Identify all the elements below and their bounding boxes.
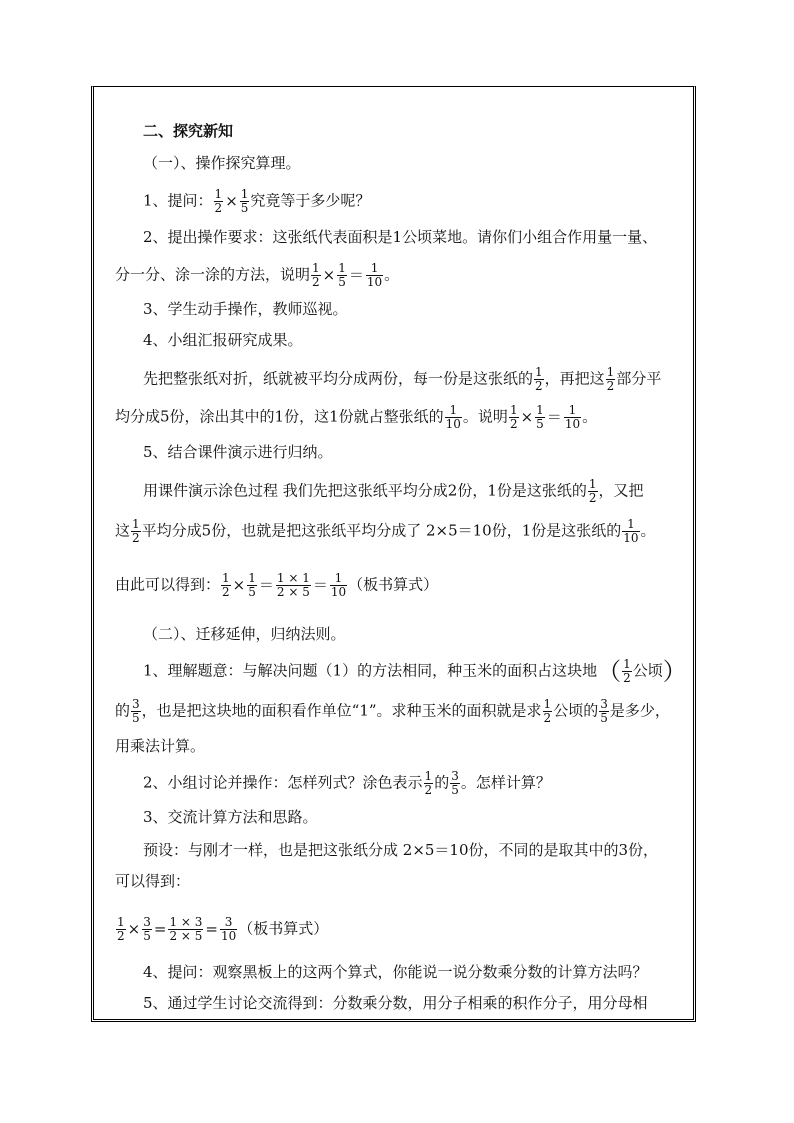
fraction xyxy=(564,404,581,431)
fraction xyxy=(116,916,126,943)
math-operator: ＝ xyxy=(258,575,274,594)
fraction xyxy=(599,698,609,725)
fraction xyxy=(424,770,434,797)
fraction xyxy=(606,366,616,393)
numerator: 1 xyxy=(424,769,433,783)
subsection-heading-1: （一）、操作探究算理。 xyxy=(143,154,301,172)
text-run: 1、提问： xyxy=(143,191,213,210)
s2-question-1-line-1 xyxy=(115,658,713,685)
fraction xyxy=(214,188,224,215)
numerator: 1 xyxy=(588,477,597,491)
numerator: 1 xyxy=(214,187,223,201)
fraction xyxy=(535,404,545,431)
numerator: 3 xyxy=(451,769,459,783)
s2-question-5: 5、通过学生讨论交流得到：分数乘分数，用分子相乘的积作分子，用分母相 xyxy=(143,994,648,1012)
math-operator: = xyxy=(205,919,218,938)
math-operator: ＝ xyxy=(546,407,562,426)
text-run: 均分成5份，涂出其中的1份，这1份就占整张纸的 xyxy=(115,407,444,426)
fraction xyxy=(142,916,152,943)
numerator: 1 xyxy=(132,517,140,531)
s2-question-2 xyxy=(115,770,713,797)
fraction xyxy=(622,518,639,545)
text-run: 。 xyxy=(640,521,656,540)
math-operator: × xyxy=(225,191,238,210)
denominator: 2 xyxy=(535,379,543,393)
math-operator: × xyxy=(232,575,246,594)
denominator: 5 xyxy=(248,585,256,599)
fraction xyxy=(622,658,632,685)
fraction xyxy=(450,770,460,797)
s2-question-1-line-2 xyxy=(115,698,685,725)
denominator: 10 xyxy=(445,417,461,431)
text-run: ，又把 xyxy=(598,481,644,500)
s2-question-3: 3、交流计算方法和思路。 xyxy=(143,808,318,826)
text-run: 究竟等于多少呢？ xyxy=(250,191,371,210)
math-operator: ＝ xyxy=(312,575,328,594)
text-run: 部分平 xyxy=(616,369,662,388)
text-run: 。怎样计算？ xyxy=(460,773,551,792)
math-operator: × xyxy=(520,407,534,426)
fraction xyxy=(534,366,544,393)
text-run: 公顷 xyxy=(632,661,663,680)
question-2-line-2 xyxy=(115,262,685,289)
formula-2 xyxy=(115,916,685,943)
text-run: 由此可以得到： xyxy=(115,575,221,594)
paragraph-2-line-2 xyxy=(115,518,685,545)
fraction xyxy=(247,572,257,599)
math-operator: × xyxy=(127,919,141,938)
numerator: 3 xyxy=(143,915,151,929)
text-run: 。说明 xyxy=(462,407,508,426)
paragraph-1-line-1 xyxy=(115,366,713,393)
s2-question-1-line-3: 用乘法计算。 xyxy=(115,737,206,755)
denominator: 2 xyxy=(214,201,223,215)
numerator: 1 xyxy=(117,915,125,929)
text-run: 的 xyxy=(434,773,450,792)
text-run: 是多少， xyxy=(609,701,670,720)
denominator: 10 xyxy=(220,929,237,943)
text-run: ，再把这 xyxy=(544,369,605,388)
text-run: 的 xyxy=(115,701,131,720)
question-1 xyxy=(115,188,713,215)
numerator: 1 xyxy=(366,262,383,276)
denominator: 2 xyxy=(132,531,140,545)
denominator: 2 xyxy=(606,379,615,393)
denominator: 2 xyxy=(117,929,125,943)
denominator: 2 xyxy=(424,783,433,797)
numerator: 1 × 1 xyxy=(276,571,310,585)
numerator: 1 xyxy=(606,365,615,379)
math-operator: × xyxy=(322,265,336,284)
numerator: 1 × 3 xyxy=(169,915,203,929)
numerator: 1 xyxy=(445,404,462,418)
denominator: 2 xyxy=(312,275,320,289)
text-run: （板书算式） xyxy=(348,575,439,594)
denominator: 5 xyxy=(338,275,346,289)
text-run: 分一分、涂一涂的方法，说明 xyxy=(115,265,311,284)
s2-question-4: 4、提问：观察黑板上的这两个算式，你能说一说分数乘分数的计算方法吗？ xyxy=(143,963,648,981)
text-run: 先把整张纸对折，纸就被平均分成两份，每一份是这张纸的 xyxy=(143,369,534,388)
fraction xyxy=(311,262,321,289)
numerator: 1 xyxy=(622,518,639,532)
fraction xyxy=(509,404,519,431)
denominator: 2 xyxy=(543,711,552,725)
denominator: 2 xyxy=(623,671,631,685)
fraction xyxy=(131,698,141,725)
text-run: 用课件演示涂色过程 我们先把这张纸平均分成2份，1份是这张纸的 xyxy=(143,481,587,500)
denominator: 5 xyxy=(240,201,249,215)
math-operator: ＝ xyxy=(348,265,364,284)
denominator: 2 × 5 xyxy=(169,929,203,943)
s2-paragraph-line-2: 可以得到： xyxy=(115,872,191,890)
denominator: 2 xyxy=(588,491,597,505)
fraction xyxy=(168,916,203,943)
denominator: 5 xyxy=(600,711,608,725)
text-run: 1、理解题意：与解决问题（1）的方法相同，种玉米的面积占这块地 xyxy=(143,661,598,680)
question-2-line-1: 2、提出操作要求：这张纸代表面积是1公顷菜地。请你们小组合作用量一量、 xyxy=(143,228,658,246)
numerator: 1 xyxy=(543,697,552,711)
denominator: 5 xyxy=(536,417,544,431)
numerator: 3 xyxy=(600,697,608,711)
question-4: 4、小组汇报研究成果。 xyxy=(143,331,303,349)
numerator: 1 xyxy=(338,261,346,275)
fraction xyxy=(445,404,462,431)
text-run: 平均分成5份，也就是把这张纸平均分成了 2×5＝10份，1份是这张纸的 xyxy=(141,521,622,540)
question-3: 3、学生动手操作，教师巡视。 xyxy=(143,300,348,318)
denominator: 10 xyxy=(623,531,639,545)
section-title: 二、探究新知 xyxy=(143,122,234,140)
paragraph-2-line-1 xyxy=(115,478,713,505)
formula-1 xyxy=(115,572,685,599)
denominator: 5 xyxy=(143,929,151,943)
fraction xyxy=(131,518,141,545)
text-run: 这 xyxy=(115,521,131,540)
denominator: 10 xyxy=(564,417,581,431)
text-run: 公顷的 xyxy=(553,701,599,720)
denominator: 2 xyxy=(222,585,230,599)
numerator: 1 xyxy=(564,404,581,418)
question-5: 5、结合课件演示进行归纳。 xyxy=(143,443,333,461)
fraction xyxy=(337,262,347,289)
text-run: （ xyxy=(597,657,622,686)
denominator: 5 xyxy=(132,711,140,725)
fraction xyxy=(543,698,553,725)
s2-paragraph-line-1: 预设：与刚才一样，也是把这张纸分成 2×5＝10份，不同的是取其中的3份， xyxy=(143,841,659,859)
text-run: ，也是把这块地的面积看作单位“1”。求种玉米的面积就是求 xyxy=(141,701,542,720)
text-run: 。 xyxy=(384,265,400,284)
numerator: 1 xyxy=(222,571,230,585)
fraction xyxy=(588,478,598,505)
numerator: 1 xyxy=(536,403,544,417)
numerator: 3 xyxy=(220,916,237,930)
fraction xyxy=(221,572,231,599)
numerator: 1 xyxy=(240,187,249,201)
text-run: ） xyxy=(662,657,687,686)
numerator: 1 xyxy=(312,261,320,275)
fraction xyxy=(330,572,347,599)
denominator: 2 × 5 xyxy=(276,585,310,599)
denominator: 2 xyxy=(509,417,518,431)
subsection-heading-2: （二）、迁移延伸，归纳法则。 xyxy=(143,625,346,643)
numerator: 1 xyxy=(248,571,256,585)
fraction xyxy=(220,916,237,943)
numerator: 1 xyxy=(330,572,347,586)
numerator: 1 xyxy=(535,365,543,379)
text-run: （板书算式） xyxy=(238,919,329,938)
denominator: 10 xyxy=(366,275,383,289)
numerator: 1 xyxy=(509,403,518,417)
denominator: 10 xyxy=(330,585,347,599)
fraction xyxy=(240,188,250,215)
denominator: 5 xyxy=(451,783,459,797)
numerator: 1 xyxy=(623,657,631,671)
math-operator: = xyxy=(153,919,167,938)
paragraph-1-line-2 xyxy=(115,404,685,431)
text-run: 。 xyxy=(582,407,598,426)
numerator: 3 xyxy=(132,697,140,711)
fraction xyxy=(276,572,311,599)
text-run: 2、小组讨论并操作：怎样列式？涂色表示 xyxy=(143,773,423,792)
fraction xyxy=(366,262,383,289)
